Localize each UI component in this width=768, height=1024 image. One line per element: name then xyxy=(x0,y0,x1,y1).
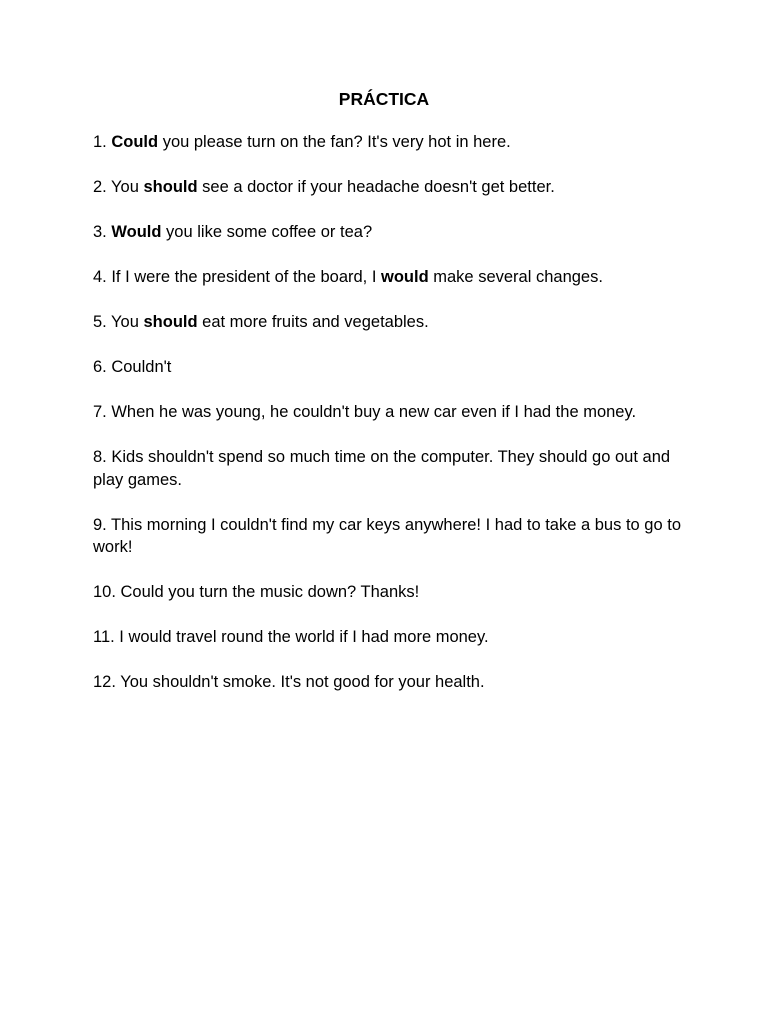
item-text: 11. I would travel round the world if I had more money. xyxy=(93,628,489,646)
item-text: eat more fruits and vegetables. xyxy=(197,313,429,331)
exercise-item-1 xyxy=(93,131,683,154)
exercise-item-4 xyxy=(93,266,683,289)
item-text: 2. You xyxy=(93,178,144,196)
item-text: see a doctor if your headache doesn't get better. xyxy=(197,178,555,196)
page-title: PRÁCTICA xyxy=(338,89,430,109)
item-text: 12. You shouldn't smoke. It's not good for your health. xyxy=(93,673,485,691)
exercise-list xyxy=(93,131,683,716)
item-keyword: Could xyxy=(111,133,159,151)
exercise-item-11 xyxy=(93,626,683,649)
exercise-item-9 xyxy=(93,514,683,559)
item-text: 6. Couldn't xyxy=(93,358,172,376)
exercise-item-10 xyxy=(93,581,683,604)
item-keyword: should xyxy=(143,313,198,331)
item-text: 9. This morning I couldn't find my car keys anywhere! I had to take a bus to go to work! xyxy=(93,515,681,556)
item-keyword: would xyxy=(381,268,429,286)
exercise-item-2 xyxy=(93,176,683,199)
exercise-item-3 xyxy=(93,221,683,244)
item-text: you like some coffee or tea? xyxy=(161,223,373,241)
exercise-item-6 xyxy=(93,356,683,379)
exercise-item-5 xyxy=(93,311,683,334)
item-text: make several changes. xyxy=(428,268,603,286)
item-text: 10. Could you turn the music down? Thanks! xyxy=(93,583,420,601)
item-text: 4. If I were the president of the board, I xyxy=(93,268,382,286)
exercise-item-8 xyxy=(93,446,683,491)
item-text: 5. You xyxy=(93,313,144,331)
item-keyword: Would xyxy=(111,223,162,241)
item-text: 3. xyxy=(93,223,112,241)
item-text: 8. Kids shouldn't spend so much time on the computer. They should go out and play games. xyxy=(93,448,671,489)
item-text: you please turn on the fan? It's very hot in here. xyxy=(158,133,511,151)
item-text: 7. When he was young, he couldn't buy a new car even if I had the money. xyxy=(93,403,637,421)
item-keyword: should xyxy=(143,178,198,196)
exercise-item-7 xyxy=(93,401,683,424)
exercise-item-12 xyxy=(93,671,683,694)
item-text: 1. xyxy=(93,133,112,151)
